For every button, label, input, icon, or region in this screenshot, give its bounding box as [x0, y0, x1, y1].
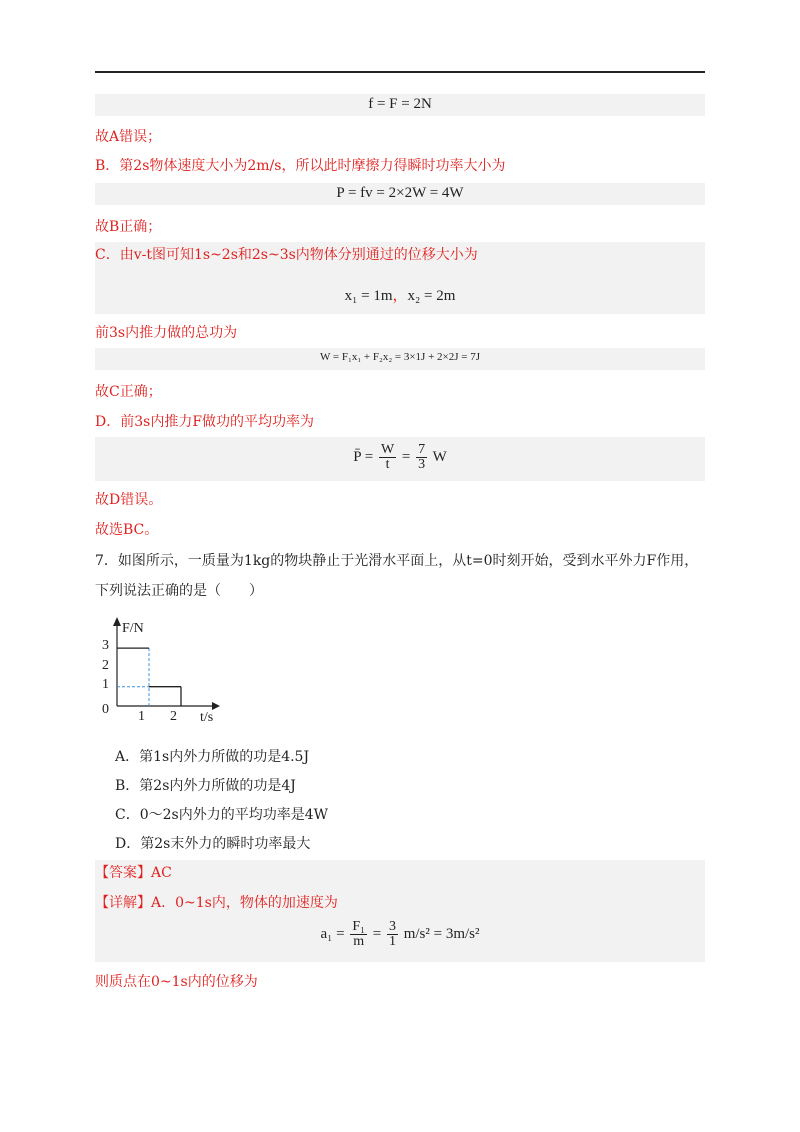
equation-friction: f = F = 2N [368, 96, 432, 112]
equation-box-power [95, 183, 705, 205]
text-total-work: 前3s内推力做的总功为 [95, 325, 238, 341]
fraction-numerator: 7 [418, 442, 426, 457]
x-axis-arrow [212, 702, 220, 710]
equation-equals: = [372, 925, 382, 942]
text-option-b: B．第2s物体速度大小为2m/s，所以此时摩擦力得瞬时功率大小为 [95, 158, 506, 174]
force-time-graph [100, 616, 230, 726]
text-d-wrong: 故D错误。 [95, 492, 163, 508]
y-tick-3: 3 [102, 638, 109, 653]
text-final-choice: 故选BC。 [95, 522, 159, 538]
equation-displacement [95, 284, 705, 305]
equation-acceleration-lhs: a₁ = [320, 925, 345, 942]
text-option-d: D．前3s内推力F做功的平均功率为 [95, 414, 315, 430]
fraction-denominator: m [353, 934, 365, 949]
y-tick-1: 1 [102, 677, 109, 692]
option-d: D．第2s末外力的瞬时功率最大 [115, 836, 311, 852]
fraction-w-over-t [379, 443, 396, 472]
y-tick-0: 0 [102, 702, 109, 717]
fraction-denominator: 1 [388, 934, 396, 949]
question-7-line2: 下列说法正确的是（ ） [95, 583, 263, 599]
equation-x1: x₁ = 1m [344, 288, 393, 304]
x-axis-label: t/s [200, 710, 214, 725]
equation-acceleration-result: m/s² = 3m/s² [403, 925, 480, 942]
option-b: B．第2s内外力所做的功是4J [115, 778, 296, 794]
fraction-denominator: 3 [418, 457, 426, 472]
fraction-denominator: t [385, 457, 390, 472]
text-b-right: 故B正确； [95, 219, 162, 235]
plot-area [102, 617, 220, 725]
detail-label: 【详解】A．0~1s内，物体的加速度为 [95, 895, 338, 911]
equation-separator: ， [392, 288, 408, 304]
fraction-f-over-m [350, 920, 367, 949]
y-axis-arrow [113, 617, 121, 626]
equation-box-work [95, 348, 705, 370]
fraction-seven-thirds [416, 443, 427, 472]
option-a: A．第1s内外力所做的功是4.5J [115, 749, 310, 765]
option-c: C．0～2s内外力的平均功率是4W [115, 807, 329, 823]
equation-avg-power [95, 443, 705, 472]
text-displacement-lead: 则质点在0~1s内的位移为 [95, 974, 258, 990]
text-a-wrong: 故A错误； [95, 129, 162, 145]
fraction-numerator: 3 [388, 919, 396, 934]
header-rule [95, 71, 705, 73]
equation-x2: x₂ = 2m [407, 288, 456, 304]
text-c-right: 故C正确； [95, 384, 162, 400]
text-option-c: C．由v-t图可知1s~2s和2s~3s内物体分别通过的位移大小为 [95, 247, 478, 263]
answer-label: 【答案】AC [95, 865, 172, 881]
equation-unit: W [432, 448, 447, 465]
equation-box-avg-power [95, 437, 705, 481]
answer-box [95, 860, 705, 962]
equation-work: W = F₁x₁ + F₂x₂ = 3×1J + 2×2J = 7J [319, 351, 481, 363]
x-tick-1: 1 [138, 709, 145, 724]
fraction-three-over-one [387, 920, 398, 949]
y-tick-2: 2 [102, 658, 109, 673]
equation-avg-power-lhs: P̄ = [353, 448, 374, 465]
fraction-numerator: W [380, 442, 395, 457]
question-7-line1: 7．如图所示，一质量为1kg的物块静止于光滑水平面上，从t=0时刻开始，受到水平外力F作用， [95, 553, 699, 569]
fraction-numerator: F₁ [352, 919, 365, 934]
equation-power: P = fv = 2×2W = 4W [336, 185, 464, 201]
y-axis-label: F/N [122, 621, 144, 636]
equation-box-displacement [95, 242, 705, 314]
x-tick-2: 2 [170, 709, 177, 724]
equation-acceleration [95, 920, 705, 949]
equation-box-friction [95, 94, 705, 116]
equation-equals: = [401, 448, 411, 465]
